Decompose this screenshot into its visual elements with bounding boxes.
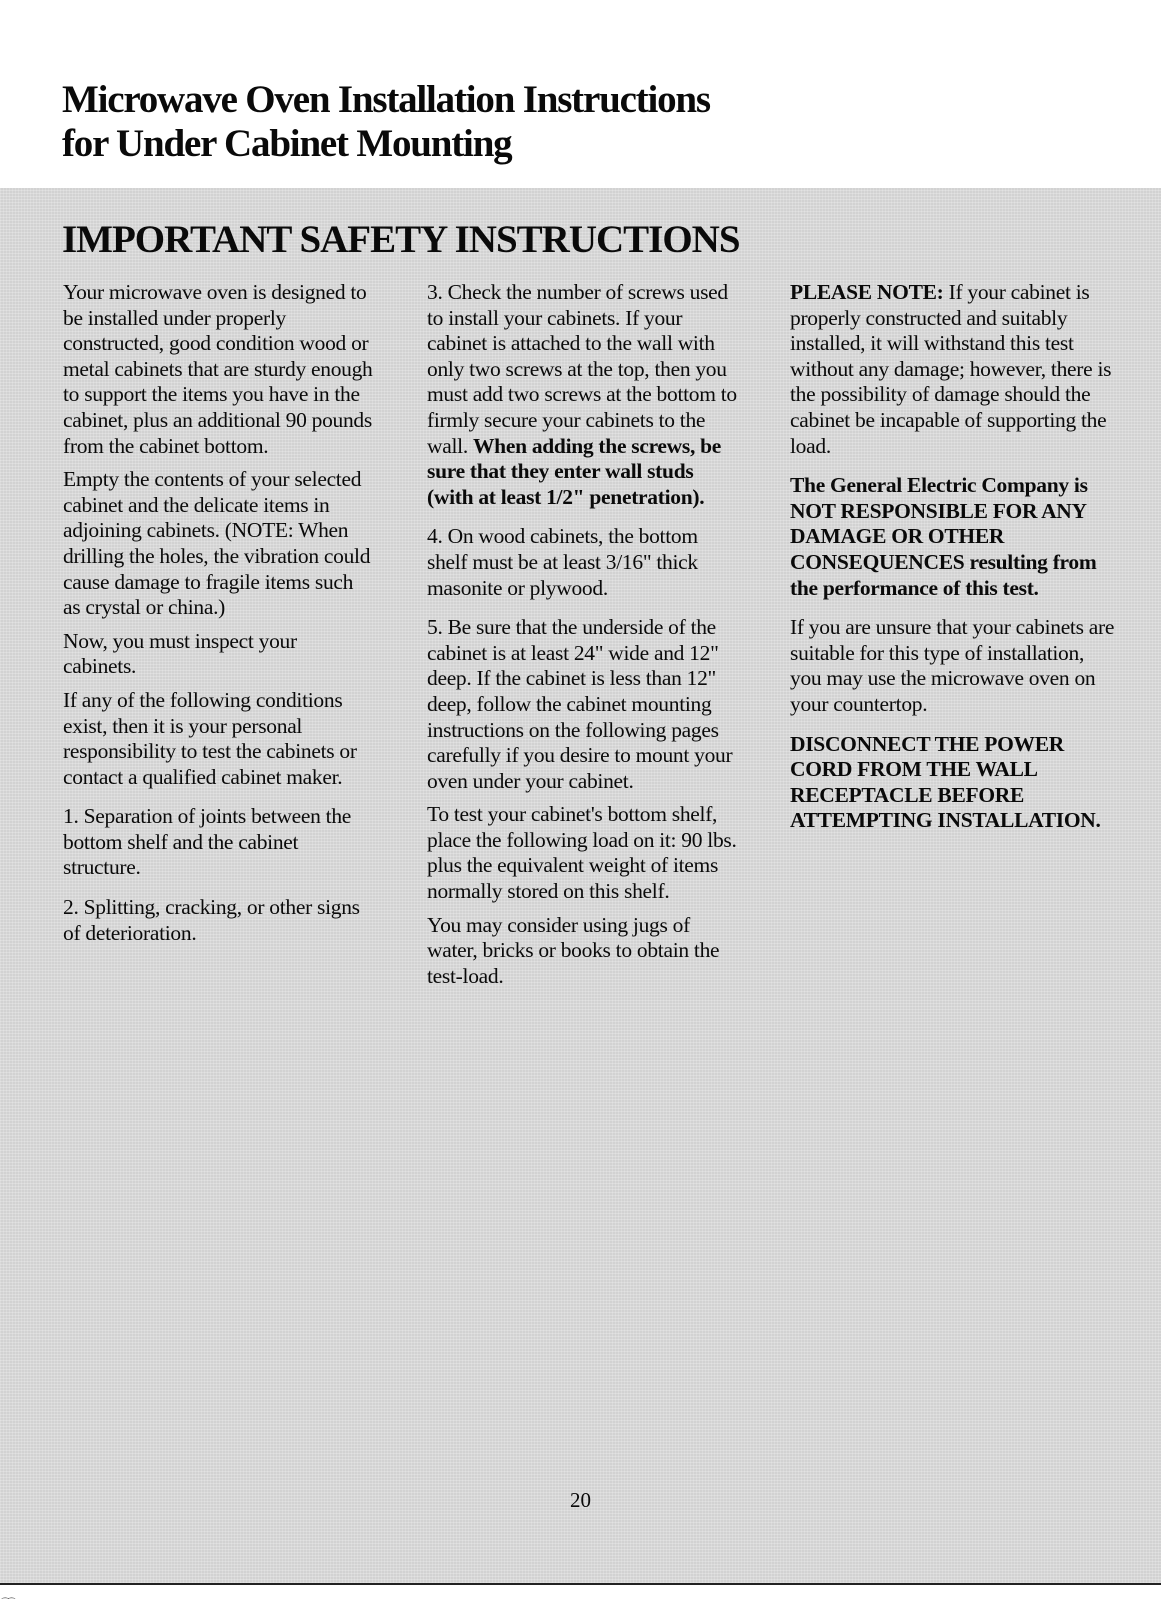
test-load-suggestion: You may consider using jugs of water, bricks or books to obtain the test-load. — [427, 912, 720, 988]
liability-disclaimer: The General Electric Company is NOT RESPONSIBLE FOR ANY DAMAGE OR OTHER CONSEQUENCES resulting from the performance of this test. — [790, 473, 1097, 600]
condition-item-5 — [427, 615, 737, 794]
condition-item-1-text: Separation of joints between the bottom shelf and the cabinet structure. — [63, 804, 352, 880]
condition-item-2-text: Splitting, cracking, or other signs of deterioration. — [63, 895, 360, 945]
please-note-label: PLEASE NOTE: — [790, 280, 944, 304]
page-title-line-1: Microwave Oven Installation Instructions — [62, 78, 710, 121]
inspect-paragraph: Now, you must inspect your cabinets. — [63, 628, 297, 679]
column-2 — [427, 280, 737, 997]
please-note-paragraph — [790, 280, 1115, 459]
empty-contents-paragraph: Empty the contents of your selected cabinet and the delicate items in adjoining cabinets. (NOTE: When drilling the holes, the vibration could cause damage to fragile items such as crystal or china.) — [63, 467, 371, 620]
safety-instructions-panel — [0, 188, 1161, 1583]
condition-item-2 — [63, 895, 373, 946]
condition-item-4 — [427, 524, 737, 601]
condition-item-3-number: 3. — [427, 280, 443, 304]
condition-item-5-number: 5. — [427, 615, 443, 640]
page-number: 20 — [570, 1488, 591, 1512]
section-title: IMPORTANT SAFETY INSTRUCTIONS — [62, 218, 740, 261]
condition-item-3-text: Check the number of screws used to install your cabinets. If your cabinet is attached to the wall with only two screws at the top, then you must add two screws at the bottom to firmly secure your cabinets to the wall. — [427, 280, 737, 458]
test-load-paragraph: To test your cabinet's bottom shelf, place the following load on it: 90 lbs. plus the equivalent weight of items normally stored on this shelf. — [427, 802, 737, 904]
condition-item-1-number: 1. — [63, 804, 79, 829]
condition-item-4-number: 4. — [427, 524, 443, 549]
disconnect-power-warning: DISCONNECT THE POWER CORD FROM THE WALL RECEPTACLE BEFORE ATTEMPTING INSTALLATION. — [790, 731, 1101, 833]
please-note-text: If your cabinet is properly constructed and suitably installed, it will withstand this test without any damage; however, there is the possibility of damage should the cabinet be incapable of supporting the load. — [790, 280, 1112, 458]
countertop-alternative: If you are unsure that your cabinets are suitable for this type of installation, you may use the microwave oven on your countertop. — [790, 615, 1115, 716]
intro-paragraph: Your microwave oven is designed to be installed under properly constructed, good condition wood or metal cabinets that are sturdy enough to support the items you have in the cabinet, plus an additional 90 pounds from the cabinet bottom. — [63, 280, 373, 458]
condition-item-1 — [63, 804, 373, 881]
page-title-line-2: for Under Cabinet Mounting — [62, 122, 512, 165]
condition-item-4-text: On wood cabinets, the bottom shelf must be at least 3/16" thick masonite or plywood. — [427, 524, 698, 600]
corner-mark: ⁔⁔ — [2, 1590, 15, 1599]
conditions-paragraph: If any of the following conditions exist, then it is your personal responsibility to test the cabinets or contact a qualified cabinet maker. — [63, 687, 357, 789]
column-3 — [790, 280, 1115, 842]
condition-item-3-warning: When adding the screws, be sure that they enter wall studs (with at least 1/2" penetration). — [427, 433, 722, 509]
condition-item-2-number: 2. — [63, 895, 79, 920]
bottom-rule — [0, 1583, 1161, 1585]
condition-item-3 — [427, 280, 737, 510]
condition-item-5-text: Be sure that the underside of the cabinet is at least 24" wide and 12" deep. If the cabinet is less than 12" deep, follow the cabinet mounting instructions on the following pages carefully if you desire to mount your oven under your cabinet. — [427, 615, 733, 793]
page-title — [62, 78, 962, 166]
column-1 — [63, 280, 373, 954]
